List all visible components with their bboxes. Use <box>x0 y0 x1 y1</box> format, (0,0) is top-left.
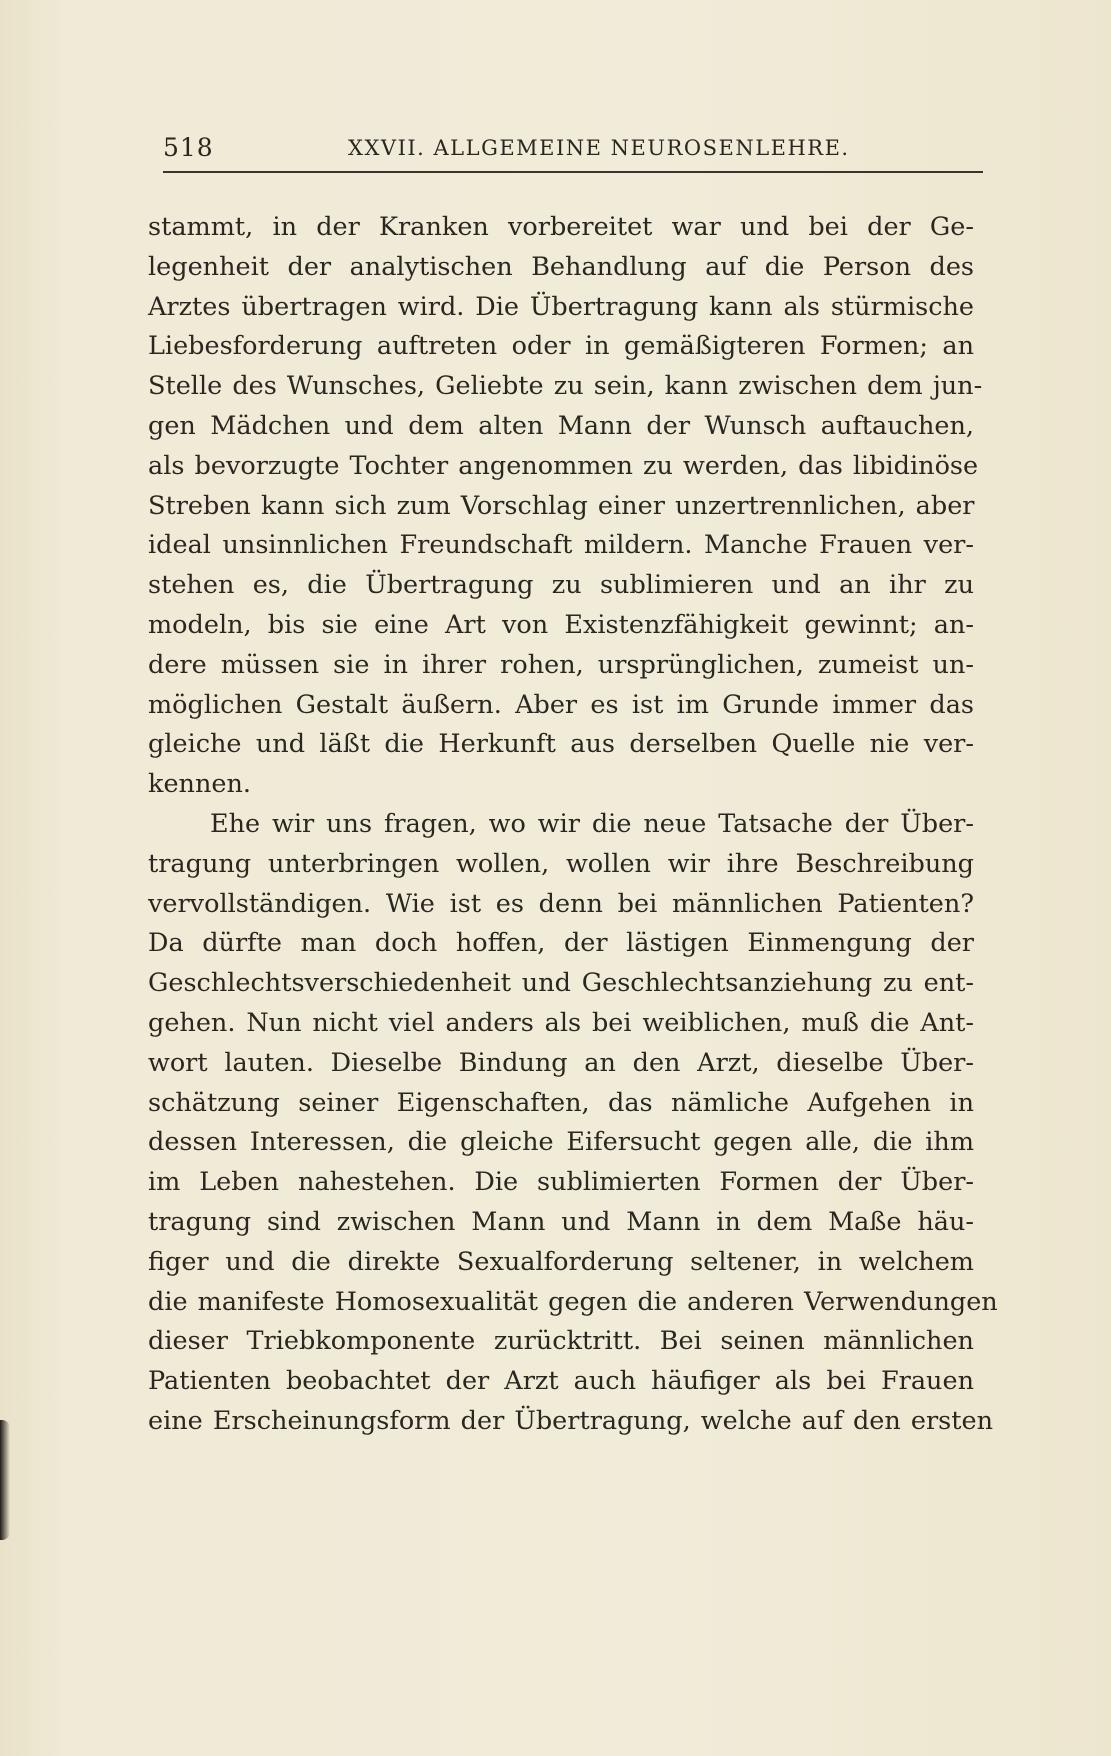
text-line: eine Erscheinungsform der Übertragung, welche auf den ersten <box>148 1405 994 1436</box>
text-line: möglichen Gestalt äußern. Aber es ist im Grunde immer das <box>148 689 974 720</box>
body-text <box>148 208 998 1442</box>
text-line: Patienten beobachtet der Arzt auch häufiger als bei Frauen <box>148 1366 974 1397</box>
text-line: stehen es, die Übertragung zu sublimieren und an ihr zu <box>148 570 974 601</box>
text-line: Arztes übertragen wird. Die Übertragung kann als stürmische <box>148 291 974 322</box>
text-line: gehen. Nun nicht viel anders als bei weiblichen, muß die Ant- <box>148 1007 974 1038</box>
text-line: dieser Triebkomponente zurücktritt. Bei seinen männlichen <box>148 1326 974 1357</box>
text-line: im Leben nahestehen. Die sublimierten Formen der Über- <box>148 1167 974 1198</box>
text-line: die manifeste Homosexualität gegen die anderen Verwendungen <box>148 1286 998 1317</box>
text-line: stammt, in der Kranken vorbereitet war und bei der Ge- <box>148 212 974 242</box>
text-line: ideal unsinnlichen Freundschaft mildern. Manche Frauen ver- <box>148 530 974 561</box>
text-line: tragung unterbringen wollen, wollen wir ihre Beschreibung <box>148 848 974 879</box>
text-line: dessen Interessen, die gleiche Eifersucht gegen alle, die ihm <box>148 1127 974 1158</box>
text-line: Stelle des Wunsches, Geliebte zu sein, kann zwischen dem jun- <box>148 371 983 402</box>
paragraph-end-line: kennen. <box>148 769 252 800</box>
running-head <box>163 133 983 173</box>
paragraph-start-line: Ehe wir uns fragen, wo wir die neue Tatsache der Über- <box>210 808 974 839</box>
binding-shadow <box>0 1420 10 1540</box>
text-line: vervollständigen. Wie ist es denn bei männlichen Patienten? <box>148 888 974 919</box>
text-line: als bevorzugte Tochter angenommen zu werden, das libidinöse <box>148 450 979 481</box>
text-line: wort lauten. Dieselbe Bindung an den Arzt, dieselbe Über- <box>148 1047 974 1078</box>
text-line: Streben kann sich zum Vorschlag einer unzertrennlichen, aber <box>148 490 975 521</box>
text-line: legenheit der analytischen Behandlung auf die Person des <box>148 251 974 282</box>
text-line: Liebesforderung auftreten oder in gemäßigteren Formen; an <box>148 331 974 362</box>
text-line: schätzung seiner Eigenschaften, das nämliche Aufgehen in <box>148 1087 974 1118</box>
text-line: tragung sind zwischen Mann und Mann in dem Maße häu- <box>148 1206 974 1237</box>
text-line: Geschlechtsverschiedenheit und Geschlechtsanziehung zu ent- <box>148 968 974 999</box>
text-line: Da dürfte man doch hoffen, der lästigen Einmengung der <box>148 928 974 959</box>
text-line: dere müssen sie in ihrer rohen, ursprünglichen, zumeist un- <box>148 649 974 680</box>
page-number: 518 <box>163 133 214 162</box>
text-line: figer und die direkte Sexualforderung seltener, in welchem <box>148 1246 974 1277</box>
text-line: gleiche und läßt die Herkunft aus derselben Quelle nie ver- <box>148 729 974 760</box>
text-line: gen Mädchen und dem alten Mann der Wunsch auftauchen, <box>148 410 974 441</box>
chapter-heading: XXVII. ALLGEMEINE NEUROSENLEHRE. <box>348 136 850 160</box>
text-line: modeln, bis sie eine Art von Existenzfähigkeit gewinnt; an- <box>148 609 974 640</box>
